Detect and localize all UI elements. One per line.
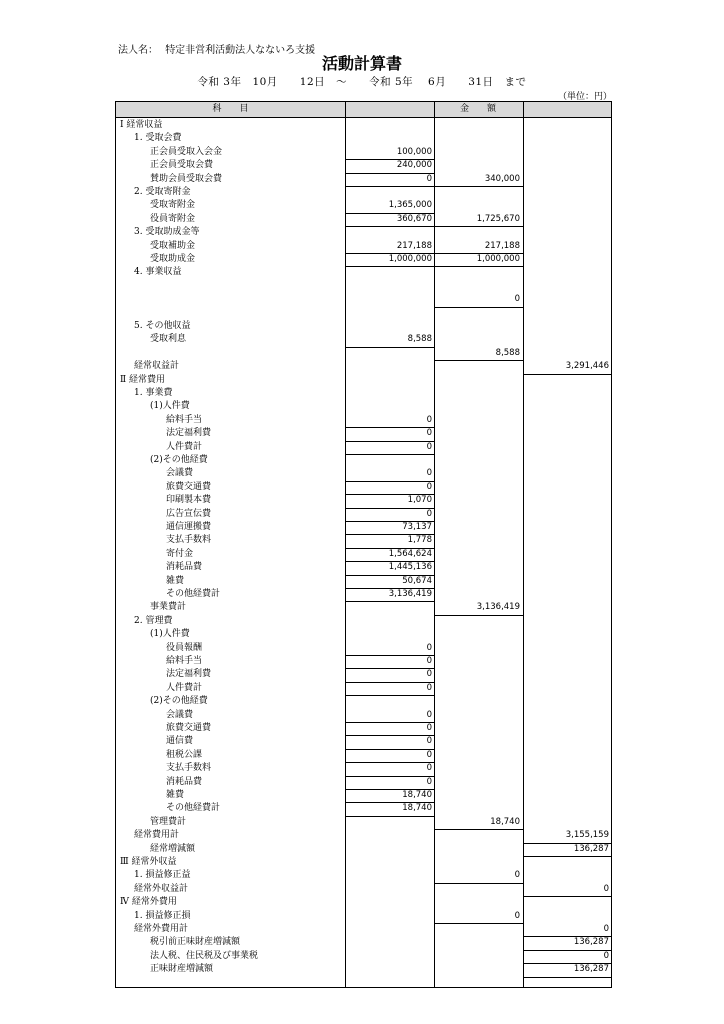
amount-c1: 18,740 <box>402 803 432 814</box>
table-row <box>116 896 611 909</box>
amount-c1: 1,564,624 <box>388 548 432 559</box>
amount-c2: 217,188 <box>484 240 520 251</box>
table-row <box>116 400 611 413</box>
page-title: 活動計算書 <box>321 54 402 73</box>
row-label: 税引前正味財産増減額 <box>150 937 241 948</box>
activity-statement-table <box>115 101 612 988</box>
table-row <box>116 226 611 239</box>
amount-c2: 18,740 <box>490 816 520 827</box>
table-row <box>116 213 611 226</box>
row-label: 給料手当 <box>166 656 203 666</box>
row-label: 受取寄附金 <box>150 200 196 211</box>
row-label: 租税公課 <box>166 749 203 760</box>
amount-c3: 0 <box>603 883 609 894</box>
row-label: 1. 受取会費 <box>134 133 182 144</box>
table-row <box>116 454 611 467</box>
amount-c1: 73,137 <box>402 522 432 532</box>
row-label: Ⅳ 経常外費用 <box>120 897 177 908</box>
table-row <box>116 132 611 145</box>
row-label: 雑費 <box>166 575 185 586</box>
row-label: 受取助成金 <box>150 254 196 264</box>
table-row <box>116 521 611 534</box>
amount-c3: 136,287 <box>573 937 609 948</box>
column-header-amount: 金 額 <box>459 104 496 114</box>
table-row <box>116 883 611 896</box>
table-row <box>116 789 611 802</box>
table-row <box>116 347 611 360</box>
row-label: (2)その他経費 <box>150 696 208 707</box>
row-label: 経常増減額 <box>150 843 196 854</box>
table-row <box>116 467 611 480</box>
amount-c2: 1,725,670 <box>476 213 520 224</box>
row-label: 会議費 <box>166 468 194 479</box>
table-row <box>116 628 611 641</box>
table-row <box>116 494 611 507</box>
table-row <box>116 722 611 735</box>
table-row <box>116 387 611 400</box>
row-label: 5. その他収益 <box>134 321 191 331</box>
table-row <box>116 186 611 199</box>
row-label: 人件費計 <box>166 441 203 452</box>
table-row <box>116 146 611 159</box>
table-row <box>116 923 611 936</box>
amount-c1: 0 <box>426 776 432 787</box>
amount-c3: 136,287 <box>573 843 609 854</box>
row-label: 1. 損益修正損 <box>134 910 191 921</box>
row-label: 消耗品費 <box>166 562 203 573</box>
row-label: 経常収益計 <box>134 361 180 372</box>
row-label: その他経費計 <box>166 589 221 599</box>
amount-c1: 0 <box>426 669 432 680</box>
table-row <box>116 173 611 186</box>
amount-c1: 1,365,000 <box>388 200 432 211</box>
row-label: (1)人件費 <box>150 629 190 640</box>
column-header-subject: 科 目 <box>212 104 249 114</box>
row-label: 会議費 <box>166 709 194 720</box>
amount-c3: 136,287 <box>573 964 609 975</box>
row-label: 事業費計 <box>150 602 187 613</box>
amount-c1: 0 <box>426 709 432 720</box>
amount-c1: 1,000,000 <box>388 254 432 264</box>
amount-c1: 1,445,136 <box>388 562 432 573</box>
table-row <box>116 695 611 708</box>
row-label: 通信費 <box>166 736 194 747</box>
table-row <box>116 293 611 306</box>
table-row <box>116 119 611 132</box>
row-label: 消耗品費 <box>166 776 203 787</box>
table-row <box>116 266 611 279</box>
row-label: 旅費交通費 <box>166 481 212 492</box>
row-label: 通信運搬費 <box>166 522 212 532</box>
row-label: その他経費計 <box>166 803 221 814</box>
amount-c2: 3,136,419 <box>476 602 520 613</box>
table-row <box>116 548 611 561</box>
row-label: 広告宣伝費 <box>166 508 212 519</box>
table-row <box>116 575 611 588</box>
table-row <box>116 601 611 614</box>
amount-c1: 3,136,419 <box>388 589 432 599</box>
row-label: 役員報酬 <box>166 642 203 653</box>
row-label: 役員寄附金 <box>150 213 196 224</box>
amount-c2: 0 <box>514 910 520 921</box>
table-row <box>116 856 611 869</box>
amount-c1: 1,070 <box>407 495 432 506</box>
table-row <box>116 655 611 668</box>
amount-c1: 0 <box>426 736 432 747</box>
table-row <box>116 936 611 949</box>
table-row <box>116 240 611 253</box>
table-row <box>116 441 611 454</box>
row-label: 寄付金 <box>166 548 194 559</box>
amount-c1: 100,000 <box>396 146 432 157</box>
amount-c1: 0 <box>426 642 432 653</box>
amount-c1: 0 <box>426 656 432 666</box>
table-row <box>116 762 611 775</box>
corporation-label: 法人名： <box>118 45 158 56</box>
table-row <box>116 307 611 320</box>
amount-c2: 0 <box>514 294 520 305</box>
row-label: (2)その他経費 <box>150 455 208 465</box>
row-label: 受取利息 <box>150 334 187 345</box>
table-row <box>116 963 611 976</box>
row-label: Ⅱ 経常費用 <box>120 374 165 385</box>
table-row <box>116 414 611 427</box>
table-row <box>116 950 611 963</box>
table-row <box>116 816 611 829</box>
row-label: 1. 事業費 <box>134 388 173 398</box>
amount-c1: 0 <box>426 682 432 693</box>
row-label: 雑費 <box>166 790 185 800</box>
amount-c1: 0 <box>426 723 432 733</box>
table-row <box>116 253 611 266</box>
table-row <box>116 642 611 655</box>
table-row <box>116 735 611 748</box>
amount-c1: 0 <box>426 763 432 774</box>
amount-c1: 217,188 <box>396 240 432 251</box>
row-label: 管理費計 <box>150 816 187 827</box>
table-row <box>116 280 611 293</box>
table-row <box>116 709 611 722</box>
row-label: 法定福利費 <box>166 669 212 680</box>
row-label: 正会員受取入会金 <box>150 146 223 157</box>
table-row <box>116 534 611 547</box>
table-row <box>116 802 611 815</box>
table-header <box>116 102 611 118</box>
table-row <box>116 360 611 373</box>
amount-c1: 0 <box>426 414 432 425</box>
row-label: 4. 事業収益 <box>134 267 182 278</box>
table-row <box>116 199 611 212</box>
amount-c2: 340,000 <box>484 173 520 184</box>
amount-c1: 0 <box>426 481 432 492</box>
table-row <box>116 508 611 521</box>
table-row <box>116 615 611 628</box>
row-label: 正味財産増減額 <box>150 964 214 975</box>
table-row <box>116 668 611 681</box>
row-label: Ⅲ 経常外収益 <box>120 857 177 867</box>
table-row <box>116 910 611 923</box>
row-label: 3. 受取助成金等 <box>134 227 200 238</box>
amount-c3: 0 <box>603 924 609 934</box>
table-row <box>116 829 611 842</box>
corporation-name: 特定非営利活動法人なないろ支援 <box>165 45 316 56</box>
amount-c1: 1,778 <box>407 535 432 546</box>
table-row <box>116 481 611 494</box>
table-row <box>116 776 611 789</box>
amount-c1: 240,000 <box>396 160 432 171</box>
row-label: 旅費交通費 <box>166 723 212 733</box>
row-label: 人件費計 <box>166 682 203 693</box>
amount-c1: 50,674 <box>402 575 432 586</box>
row-label: 2. 受取寄附金 <box>134 187 191 197</box>
row-label: (1)人件費 <box>150 401 190 412</box>
table-row <box>116 682 611 695</box>
amount-c1: 0 <box>426 173 432 184</box>
table-row <box>116 159 611 172</box>
row-label: 受取補助金 <box>150 240 196 251</box>
amount-c1: 8,588 <box>407 334 432 345</box>
row-label: 支払手数料 <box>166 763 212 774</box>
amount-c2: 8,588 <box>495 347 520 358</box>
row-label: 賛助会員受取会費 <box>150 173 223 184</box>
amount-c1: 0 <box>426 468 432 479</box>
row-label: 支払手数料 <box>166 535 212 546</box>
row-label: 2. 管理費 <box>134 615 173 626</box>
row-label: 法人税、住民税及び事業税 <box>150 950 259 961</box>
amount-c3: 0 <box>603 950 609 961</box>
row-label: 1. 損益修正益 <box>134 870 191 881</box>
amount-c2: 1,000,000 <box>476 254 520 264</box>
row-label: 経常費用計 <box>134 830 180 841</box>
cell-rule <box>523 977 611 978</box>
amount-c3: 3,291,446 <box>565 361 609 372</box>
table-row <box>116 588 611 601</box>
table-row <box>116 374 611 387</box>
amount-c1: 0 <box>426 441 432 452</box>
reporting-period: 令和 3年 10月 12日 〜 令和 5年 6月 31日 まで <box>197 76 527 88</box>
row-label: 経常外収益計 <box>134 883 189 894</box>
table-row <box>116 320 611 333</box>
table-row <box>116 561 611 574</box>
table-row <box>116 869 611 882</box>
row-label: 正会員受取会費 <box>150 160 214 171</box>
amount-c1: 18,740 <box>402 790 432 800</box>
row-label: 給料手当 <box>166 414 203 425</box>
amount-c2: 0 <box>514 870 520 881</box>
amount-c1: 0 <box>426 508 432 519</box>
unit-label: （単位：円） <box>557 92 612 102</box>
table-row <box>116 333 611 346</box>
table-row <box>116 749 611 762</box>
table-row <box>116 427 611 440</box>
amount-c1: 0 <box>426 428 432 439</box>
amount-c3: 3,155,159 <box>565 830 609 841</box>
amount-c1: 360,670 <box>396 213 432 224</box>
row-label: 印刷製本費 <box>166 495 212 506</box>
amount-c1: 0 <box>426 749 432 760</box>
row-label: 法定福利費 <box>166 428 212 439</box>
row-label: 経常外費用計 <box>134 924 189 934</box>
table-row <box>116 843 611 856</box>
row-label: Ⅰ 経常収益 <box>120 120 163 130</box>
